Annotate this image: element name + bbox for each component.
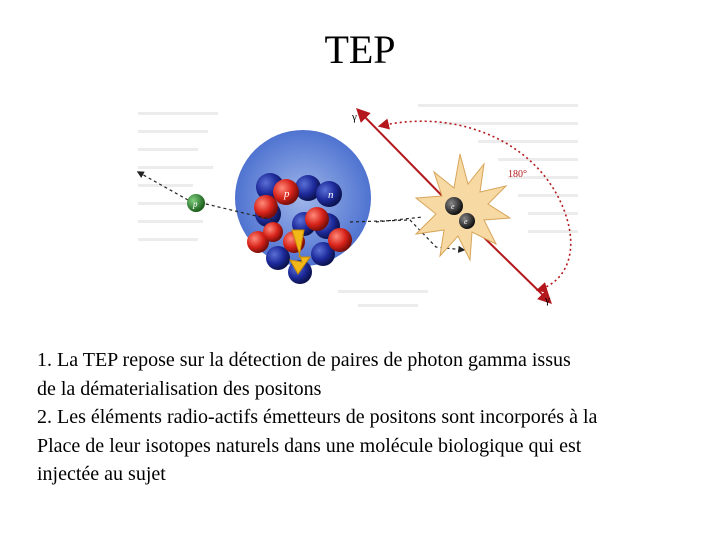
proton-label: p [193, 199, 198, 209]
gamma-top-label: γ [352, 111, 357, 123]
annihilation-burst [416, 154, 510, 260]
body-line: de la dématerialisation des positons [37, 377, 322, 400]
illustration-svg [118, 92, 598, 320]
pet-annihilation-illustration [118, 92, 598, 320]
nucleus-neutron-label: n [328, 189, 334, 201]
body-line: 2. Les éléments radio-actifs émetteurs de positons sont incorporés à la [37, 406, 598, 428]
nucleus [235, 130, 371, 284]
gamma-bottom-label: γ [545, 294, 550, 306]
positron-label: e [451, 202, 455, 211]
body-line: injectée au sujet [37, 463, 166, 485]
angle-label: 180° [508, 169, 527, 180]
slide-title: TEP [324, 27, 396, 72]
electron-label: e [464, 217, 468, 226]
slide-body [37, 346, 713, 489]
body-line: 1. La TEP repose sur la détection de paires de photon gamma issus [37, 349, 571, 371]
nucleus-proton-label: p [284, 188, 290, 200]
body-line: Place de leur isotopes naturels dans une molécule biologique qui est [37, 434, 582, 457]
